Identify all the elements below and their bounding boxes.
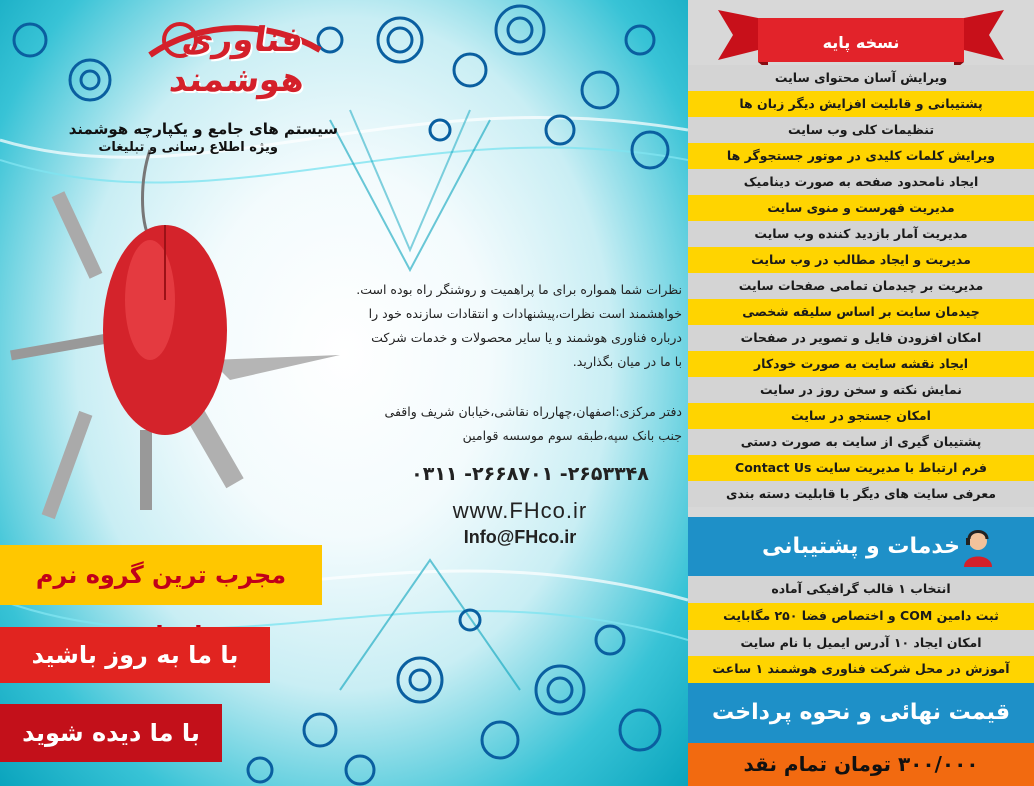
address-block [342, 400, 682, 448]
logo-subtitle-secondary: ویژه اطلاع رسانی و تبلیغات [98, 140, 278, 155]
address-line: دفتر مرکزی:اصفهان،چهارراه نقاشی،خیابان شریف واقفی [384, 404, 682, 419]
feature-item: امکان افزودن فایل و تصویر در صفحات [688, 325, 1034, 351]
service-item: آموزش در محل شرکت فناوری هوشمند ۱ ساعت [688, 656, 1034, 683]
address-line: جنب بانک سپه،طبقه سوم موسسه قوامین [462, 428, 682, 443]
feature-item: نمایش نکته و سخن روز در سایت [688, 377, 1034, 403]
feature-item: پشتیبانی و قابلیت افزایش دیگر زبان ها [688, 91, 1034, 117]
package-title: نسخه پایه [822, 33, 900, 52]
feature-item: چیدمان سایت بر اساس سلیقه شخصی [688, 299, 1034, 325]
banner-uptodate: با ما به روز باشید [0, 627, 270, 683]
intro-line: درباره فناوری هوشمند و یا سایر محصولات و خدمات شرکت [371, 330, 682, 345]
service-item: انتخاب ۱ قالب گرافیکی آماده [688, 576, 1034, 603]
price-value: ۳۰۰/۰۰۰ تومان تمام نقد [688, 743, 1034, 786]
intro-paragraph [342, 278, 682, 374]
feature-item: مدیریت آمار بازدید کننده وب سایت [688, 221, 1034, 247]
feature-item: معرفی سایت های دیگر با قابلیت دسته بندی [688, 481, 1034, 507]
phone-numbers: ۰۳۱۱ -۲۶۶۸۷۰۱ -۲۶۵۳۳۴۸ [411, 463, 649, 485]
service-item: امکان ایجاد ۱۰ آدرس ایمیل با نام سایت [688, 630, 1034, 657]
feature-item: مدیریت بر چیدمان تمامی صفحات سایت [688, 273, 1034, 299]
service-item: ثبت دامین COM و اختصاص فضا ۲۵۰ مگابایت [688, 603, 1034, 630]
feature-item: مدیریت فهرست و منوی سایت [688, 195, 1034, 221]
feature-item: تنظیمات کلی وب سایت [688, 117, 1034, 143]
pricing-header [688, 683, 1034, 743]
swiss-mouse-illustration [10, 150, 340, 519]
intro-line: نظرات شما همواره برای ما پراهمیت و روشنگر راه بوده است. [356, 282, 682, 297]
feature-item: ایجاد نامحدود صفحه به صورت دینامیک [688, 169, 1034, 195]
services-title: خدمات و پشتیبانی [762, 534, 960, 559]
banner-experienced: مجرب ترین گروه نرم [0, 545, 322, 605]
logo-title: فناوری هوشمند [167, 20, 308, 100]
intro-line: خواهشمند است نظرات،پیشنهادات و انتقادات سازنده خود را [368, 306, 682, 321]
website-link[interactable]: www.FHco.ir [452, 498, 588, 523]
feature-item: ویرایش آسان محتوای سایت [688, 65, 1034, 91]
right-panel [688, 0, 1034, 786]
feature-item: ویرایش کلمات کلیدی در موتور جستجوگر ها [688, 143, 1034, 169]
feature-item: مدیریت و ایجاد مطالب در وب سایت [688, 247, 1034, 273]
pricing-title: قیمت نهائی و نحوه پرداخت [711, 700, 1011, 725]
feature-item: امکان جستجو در سایت [688, 403, 1034, 429]
feature-item: ایجاد نقشه سایت به صورت خودکار [688, 351, 1034, 377]
feature-item: پشتیبان گیری از سایت به صورت دستی [688, 429, 1034, 455]
feature-item: فرم ارتباط با مدیریت سایت Contact Us [688, 455, 1034, 481]
support-agent-icon [958, 527, 998, 567]
banner-seen: با ما دیده شوید [0, 704, 222, 762]
email-link[interactable]: Info@FHco.ir [463, 527, 577, 547]
intro-line: با ما در میان بگذارید. [572, 354, 682, 369]
logo-subtitle: سیستم های جامع و یکپارچه هوشمند [68, 120, 338, 138]
